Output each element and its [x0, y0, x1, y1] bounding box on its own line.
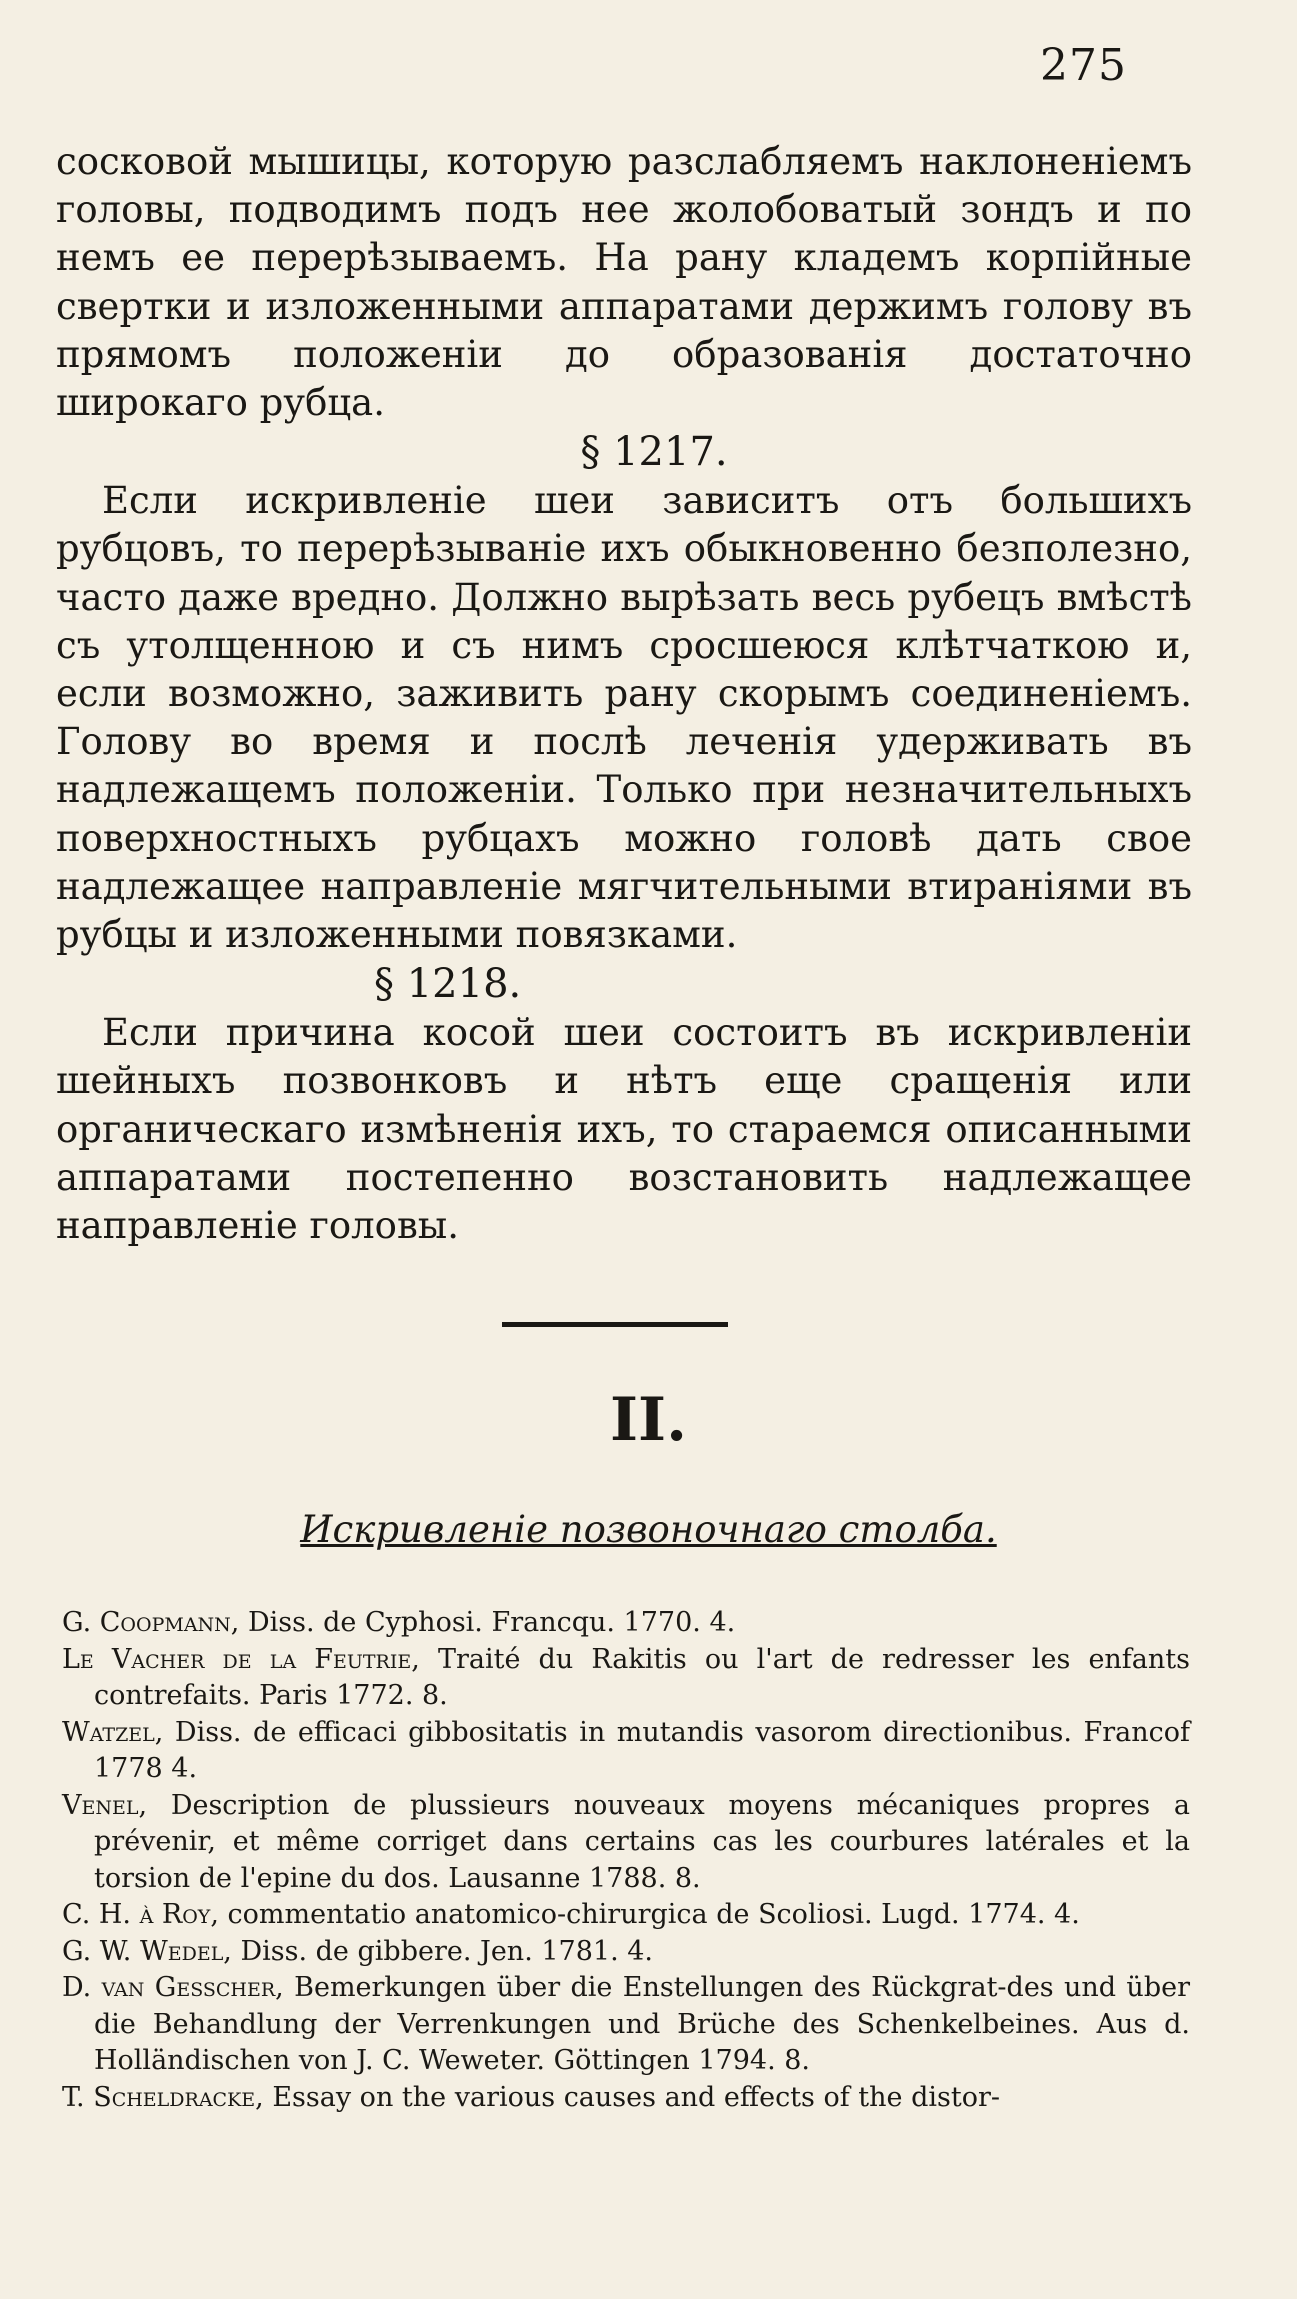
reference-text: Traité du Rakitis ou l'art de redresser les enfants contrefaits. Paris 1772. 8. [94, 1643, 1190, 1711]
reference-author: Le Vacher de la Feutrie, [62, 1643, 420, 1675]
reference-text: Diss. de Cyphosi. Francqu. 1770. 4. [239, 1607, 736, 1638]
reference-text: Diss. de efficaci gibbositatis in mutandis vasorom directionibus. Francof 1778 4. [94, 1716, 1190, 1784]
reference-text: Description de plussieurs nouveaux moyens mécaniques propres a prévenir, et même corriget dans certains cas les courbures latérales et la torsion de l'epine du dos. Lausanne 1788. 8. [94, 1789, 1190, 1894]
bibliography-entry [62, 1970, 1190, 2080]
reference-text: Diss. de gibbere. Jen. 1781. 4. [231, 1935, 654, 1967]
chapter-number: II. [609, 1385, 688, 1455]
bibliography-entry [62, 1788, 1190, 1898]
section-divider-rule [502, 1322, 728, 1327]
reference-text: Essay on the various causes and effects of the distor- [263, 2081, 1001, 2113]
chapter-title: Искривленіе позвоночнаго столба. [300, 1508, 997, 1551]
reference-author: C. H. à Roy, [62, 1899, 219, 1930]
reference-author: T. Scheldracke, [62, 2081, 264, 2113]
bibliography-list [62, 1605, 1190, 2116]
reference-author: G. W. Wedel, [62, 1935, 232, 1967]
section-heading-1218: § 1218. [374, 961, 522, 1008]
bibliography-entry [62, 1642, 1190, 1715]
reference-text: Bemerkungen über die Enstellungen des Rückgrat-des und über die Behandlung der Verrenkungen und Brüche des Schenkelbeines. Aus d. Holländischen von J. C. Weweter. Göttingen 1794. 8. [94, 1972, 1190, 2076]
page-number: 275 [1040, 40, 1127, 91]
bibliography-entry [62, 1934, 1190, 1971]
paragraph-scar-excision: Если искривленіе шеи зависитъ отъ большихъ рубцовъ, то перерѣзываніе ихъ обыкновенно безполезно, часто даже вредно. Должно вырѣзать весь рубецъ вмѣстѣ съ утолщенною и съ нимъ сросшеюся клѣтчаткою и, если возможно, заживить рану скорымъ соединеніемъ. Голову во время и послѣ леченія удерживать въ надлежащемъ положеніи. Только при незначительныхъ поверхностныхъ рубцахъ можно головѣ дать свое надлежащее направленіе мягчительными втираніями въ рубцы и изложенными повязками. [56, 479, 1192, 957]
reference-author: Watzel, [62, 1716, 164, 1748]
bibliography-entry [62, 1605, 1190, 1642]
paragraph-cervical-vertebrae: Если причина косой шеи состоитъ въ искривленіи шейныхъ позвонковъ и нѣтъ еще сращенія или органическаго измѣненія ихъ, то стараемся описанными аппаратами постепенно возстановить надлежащее направленіе головы. [56, 1011, 1192, 1248]
bibliography-entry [62, 2080, 1190, 2117]
bibliography-entry [62, 1715, 1190, 1788]
reference-author: D. van Gesscher, [62, 1972, 284, 2003]
reference-text: commentatio anatomico-chirurgica de Scoliosi. Lugd. 1774. 4. [218, 1899, 1080, 1930]
section-heading-1217: § 1217. [580, 429, 728, 476]
reference-author: G. Coopmann, [62, 1607, 240, 1638]
reference-author: Venel, [62, 1789, 148, 1821]
body-text [56, 138, 1192, 1250]
paragraph-continuation: сосковой мышицы, которую разслабляемъ наклоненіемъ головы, подводимъ подъ нее жолобоватый зондъ и по немъ ее перерѣзываемъ. На рану кладемъ корпійные свертки и изложенными аппаратами держимъ голову въ прямомъ положеніи до образованія достаточно широкаго рубца. [56, 140, 1192, 425]
bibliography-entry [62, 1897, 1190, 1934]
